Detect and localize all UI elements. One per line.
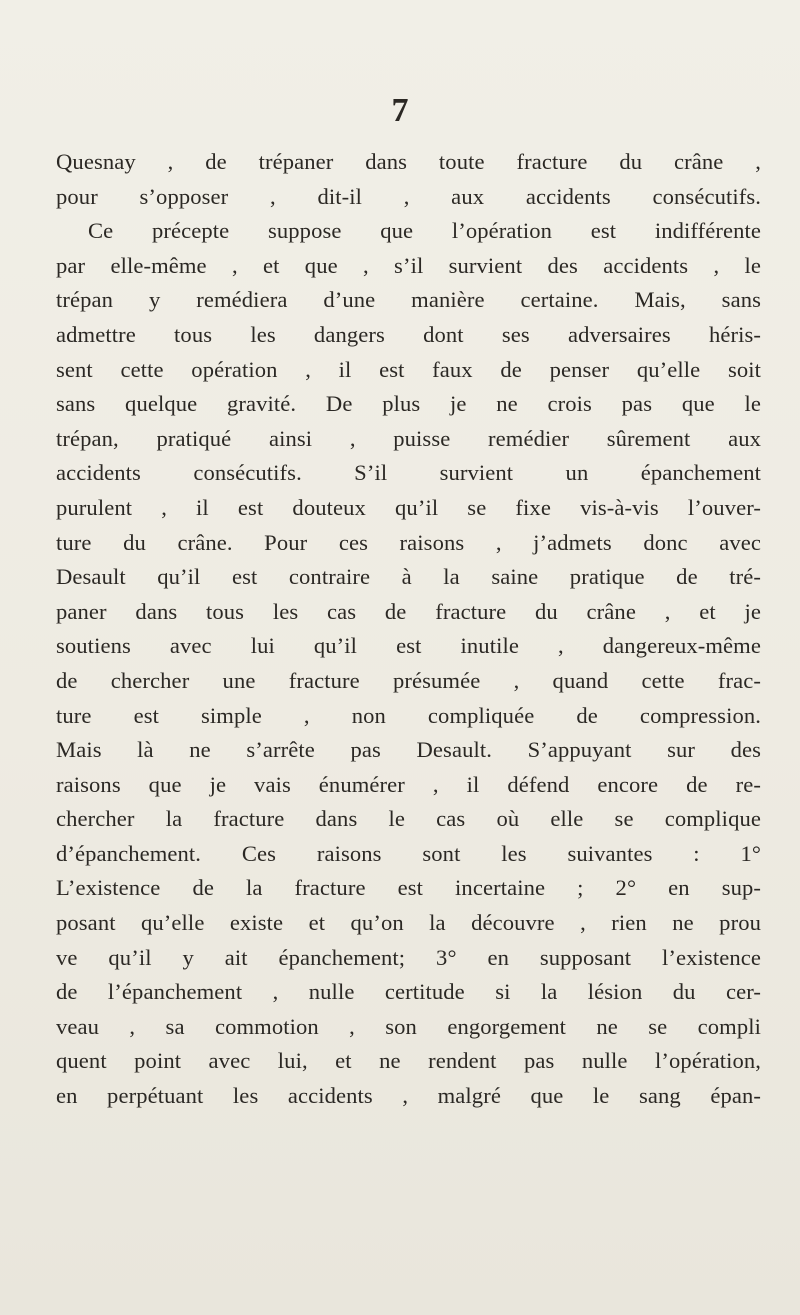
body-text — [56, 145, 761, 1114]
text-line: trépan, pratiqué ainsi , puisse remédier sûrement aux — [56, 425, 761, 451]
text-line: Mais là ne s’arrête pas Desault. S’appuyant sur des — [56, 737, 761, 763]
text-line: de l’épanchement , nulle certitude si la lésion du cer- — [56, 979, 761, 1005]
text-line: L’existence de la fracture est incertaine ; 2° en sup- — [56, 875, 761, 901]
text-line: chercher la fracture dans le cas où elle se complique — [56, 806, 761, 832]
text-line: ture est simple , non compliquée de compression. — [56, 702, 761, 728]
text-line: sans quelque gravité. De plus je ne crois pas que le — [56, 391, 761, 417]
text-line: purulent , il est douteux qu’il se fixe vis-à-vis l’ouver- — [56, 494, 761, 520]
text-line: accidents consécutifs. S’il survient un épanchement — [56, 460, 761, 486]
text-line: quent point avec lui, et ne rendent pas nulle l’opération, — [56, 1048, 761, 1074]
text-line: veau , sa commotion , son engorgement ne se compli — [56, 1013, 761, 1039]
text-line: Quesnay , de trépaner dans toute fracture du crâne , — [56, 149, 761, 174]
text-line: ve qu’il y ait épanchement; 3° en supposant l’existence — [56, 944, 761, 970]
text-line: pour s’opposer , dit-il , aux accidents consécutifs. — [56, 183, 761, 209]
text-line: admettre tous les dangers dont ses adversaires héris- — [56, 321, 761, 347]
text-line: paner dans tous les cas de fracture du crâne , et je — [56, 598, 761, 624]
text-line: trépan y remédiera d’une manière certaine. Mais, sans — [56, 287, 761, 313]
text-line: posant qu’elle existe et qu’on la découvre , rien ne prou — [56, 910, 761, 936]
text-line: Desault qu’il est contraire à la saine pratique de tré- — [56, 564, 761, 590]
text-line: soutiens avec lui qu’il est inutile , dangereux-même — [56, 633, 761, 659]
text-line: par elle-même , et que , s’il survient des accidents , le — [56, 252, 761, 278]
text-line: ture du crâne. Pour ces raisons , j’admets donc avec — [56, 529, 761, 555]
page-number: 7 — [391, 92, 409, 129]
paragraph-start-line: Ce précepte suppose que l’opération est indifférente — [88, 218, 761, 244]
text-line: raisons que je vais énumérer , il défend encore de re- — [56, 771, 761, 797]
text-line: d’épanchement. Ces raisons sont les suivantes : 1° — [56, 840, 761, 866]
text-line: sent cette opération , il est faux de penser qu’elle soit — [56, 356, 761, 382]
text-line: de chercher une fracture présumée , quand cette frac- — [56, 667, 761, 693]
text-line: en perpétuant les accidents , malgré que le sang épan- — [56, 1083, 761, 1109]
